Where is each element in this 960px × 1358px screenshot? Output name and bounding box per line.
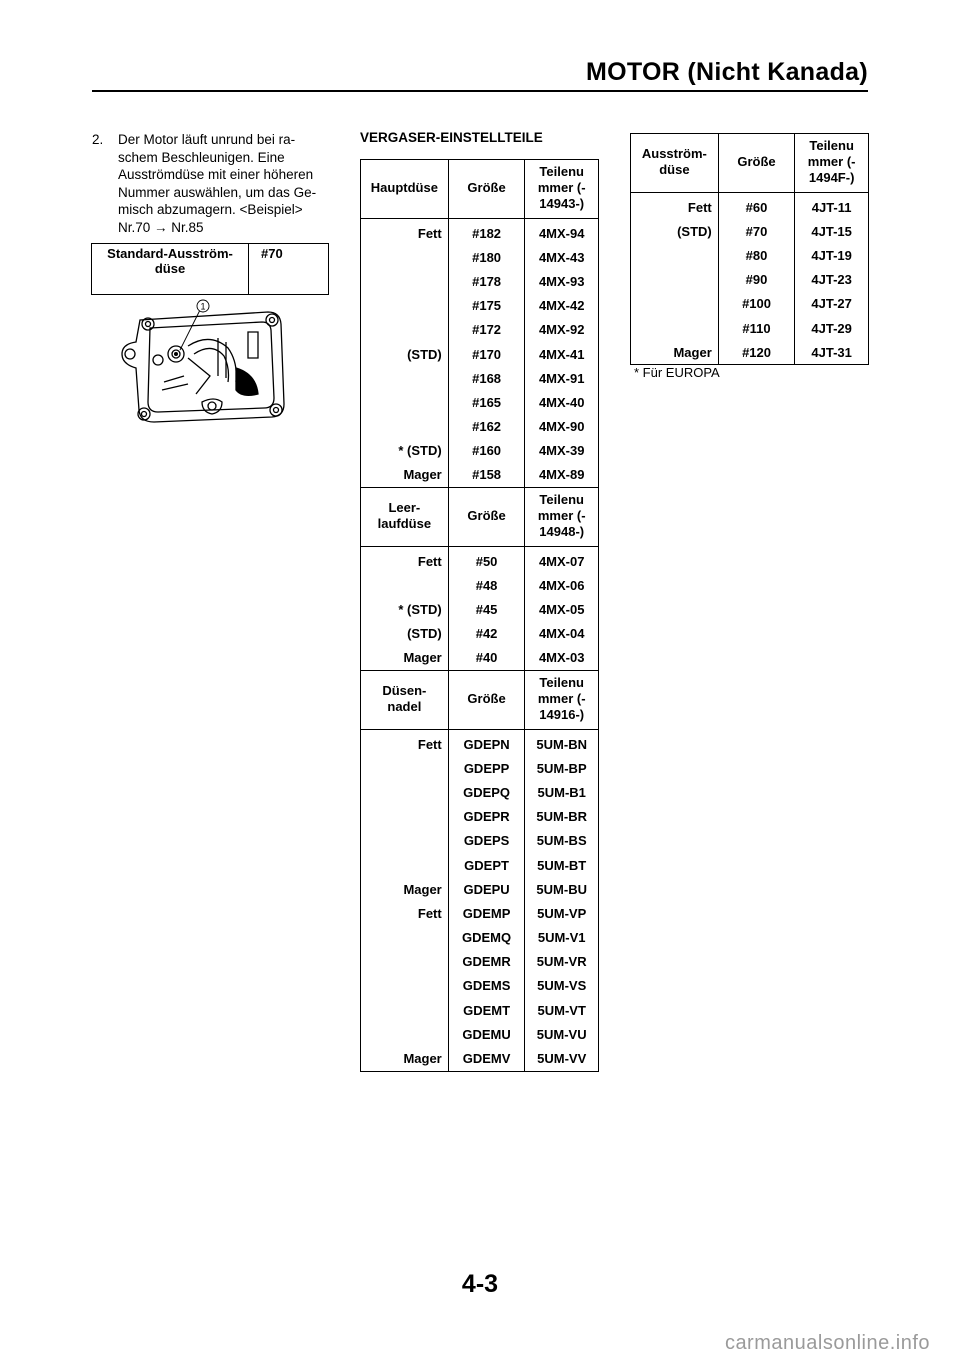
table-row bbox=[361, 622, 599, 646]
size-cell: #80 bbox=[718, 243, 795, 267]
column-header-line: 14943-) bbox=[539, 196, 585, 211]
mixture-cell bbox=[361, 573, 449, 597]
table-row bbox=[361, 439, 599, 463]
table-row bbox=[361, 805, 599, 829]
size-cell: GDEMR bbox=[448, 950, 525, 974]
mixture-cell: (STD) bbox=[631, 219, 719, 243]
part-number-cell: 4MX-43 bbox=[525, 245, 599, 269]
table-header-row bbox=[631, 134, 869, 193]
mixture-cell: Mager bbox=[361, 646, 449, 671]
column-header bbox=[361, 671, 449, 730]
column-header bbox=[361, 160, 449, 219]
standard-leak-jet-table bbox=[91, 243, 329, 295]
size-cell: #42 bbox=[448, 622, 525, 646]
size-cell: #175 bbox=[448, 294, 525, 318]
mixture-cell: (STD) bbox=[361, 342, 449, 366]
part-number-cell: 5UM-VU bbox=[525, 1022, 599, 1046]
column-header bbox=[525, 671, 599, 730]
instruction-step bbox=[92, 131, 342, 236]
mixture-cell bbox=[631, 292, 719, 316]
part-number-cell: 5UM-V1 bbox=[525, 926, 599, 950]
size-cell: GDEPR bbox=[448, 805, 525, 829]
size-cell: GDEMS bbox=[448, 974, 525, 998]
part-number-cell: 5UM-VT bbox=[525, 998, 599, 1022]
column-header bbox=[361, 488, 449, 547]
column-header-line: Größe bbox=[467, 180, 506, 195]
main-jet-group bbox=[361, 160, 599, 488]
page-number: 4-3 bbox=[461, 1270, 499, 1298]
size-cell: #100 bbox=[718, 292, 795, 316]
mixture-cell: Mager bbox=[361, 463, 449, 488]
standard-label-line1: Standard-Ausström- bbox=[107, 246, 233, 261]
part-number-cell: 5UM-BN bbox=[525, 730, 599, 757]
leak-jet-table bbox=[630, 133, 869, 365]
table-row bbox=[631, 219, 869, 243]
standard-label-line2: düse bbox=[154, 261, 186, 276]
part-number-cell: 4JT-27 bbox=[795, 292, 869, 316]
standard-value: #70 bbox=[249, 244, 329, 295]
mixture-cell: Fett bbox=[361, 219, 449, 246]
column-header bbox=[795, 134, 869, 193]
part-number-cell: 5UM-VS bbox=[525, 974, 599, 998]
table-row bbox=[631, 340, 869, 365]
part-number-cell: 4MX-91 bbox=[525, 366, 599, 390]
column-header-line: mmer (- bbox=[807, 154, 856, 169]
size-cell: #48 bbox=[448, 573, 525, 597]
table-row bbox=[361, 547, 599, 574]
column-header-line: Größe bbox=[467, 691, 506, 706]
table-row bbox=[631, 193, 869, 220]
table-row bbox=[361, 390, 599, 414]
mixture-cell bbox=[361, 853, 449, 877]
table-row bbox=[361, 756, 599, 780]
column-header bbox=[448, 488, 525, 547]
column-header-line: 14948-) bbox=[539, 524, 585, 540]
mixture-cell: Mager bbox=[361, 877, 449, 901]
table-row bbox=[361, 294, 599, 318]
mixture-cell bbox=[361, 269, 449, 293]
size-cell: #178 bbox=[448, 269, 525, 293]
column-header bbox=[525, 160, 599, 219]
table-row bbox=[631, 292, 869, 316]
part-number-cell: 4MX-04 bbox=[525, 622, 599, 646]
table-row bbox=[361, 974, 599, 998]
part-number-cell: 4JT-31 bbox=[795, 340, 869, 365]
table-row bbox=[631, 268, 869, 292]
size-cell: GDEMP bbox=[448, 901, 525, 925]
table-row bbox=[361, 853, 599, 877]
jet-needle-group bbox=[361, 671, 599, 1072]
column-header-line: laufdüse bbox=[377, 516, 432, 532]
part-number-cell: 4MX-40 bbox=[525, 390, 599, 414]
size-cell: #45 bbox=[448, 597, 525, 621]
step-text bbox=[118, 131, 342, 236]
column-header bbox=[631, 134, 719, 193]
table-row bbox=[361, 219, 599, 246]
mixture-cell bbox=[631, 243, 719, 267]
part-number-cell: 4MX-90 bbox=[525, 415, 599, 439]
table-row bbox=[631, 316, 869, 340]
mixture-cell bbox=[361, 294, 449, 318]
step-text-line: schem Beschleunigen. Eine bbox=[118, 149, 285, 165]
part-number-cell: 5UM-BU bbox=[525, 877, 599, 901]
table-row bbox=[361, 1022, 599, 1046]
mixture-cell: * (STD) bbox=[361, 597, 449, 621]
size-cell: #182 bbox=[448, 219, 525, 246]
size-cell: #40 bbox=[448, 646, 525, 671]
part-number-cell: 5UM-VR bbox=[525, 950, 599, 974]
column-header-line: Teilenu bbox=[809, 138, 854, 153]
size-cell: #172 bbox=[448, 318, 525, 342]
table-row bbox=[361, 573, 599, 597]
part-number-cell: 4MX-89 bbox=[525, 463, 599, 488]
part-number-cell: 4MX-05 bbox=[525, 597, 599, 621]
table-row bbox=[361, 998, 599, 1022]
mixture-cell bbox=[631, 316, 719, 340]
mixture-cell bbox=[361, 756, 449, 780]
mixture-cell: Mager bbox=[361, 1046, 449, 1071]
size-cell: #162 bbox=[448, 415, 525, 439]
part-number-cell: 5UM-BS bbox=[525, 829, 599, 853]
mixture-cell bbox=[361, 926, 449, 950]
part-number-cell: 4MX-39 bbox=[525, 439, 599, 463]
page-title: MOTOR (Nicht Kanada) bbox=[586, 58, 868, 86]
mixture-cell: Fett bbox=[361, 547, 449, 574]
size-cell: #160 bbox=[448, 439, 525, 463]
size-cell: #50 bbox=[448, 547, 525, 574]
step-text-line: misch abzumagern. <Beispiel> bbox=[118, 202, 303, 217]
leak-jet-group bbox=[631, 134, 869, 365]
table-row bbox=[361, 730, 599, 757]
column-header bbox=[448, 160, 525, 219]
size-cell: GDEMV bbox=[448, 1046, 525, 1071]
table-row bbox=[361, 269, 599, 293]
mixture-cell: Fett bbox=[631, 193, 719, 220]
size-cell: GDEPU bbox=[448, 877, 525, 901]
column-header-line: Hauptdüse bbox=[370, 180, 438, 195]
table-row bbox=[361, 342, 599, 366]
standard-label bbox=[92, 244, 249, 295]
column-header-line: Leer- bbox=[388, 500, 421, 516]
mixture-cell: (STD) bbox=[361, 622, 449, 646]
callout-number: 1 bbox=[200, 301, 206, 312]
part-number-cell: 4MX-94 bbox=[525, 219, 599, 246]
mixture-cell bbox=[631, 268, 719, 292]
table-row bbox=[361, 877, 599, 901]
callout-leader bbox=[180, 310, 200, 350]
part-number-cell: 4MX-07 bbox=[525, 547, 599, 574]
size-cell: #120 bbox=[718, 340, 795, 365]
size-cell: #158 bbox=[448, 463, 525, 488]
step-number: 2. bbox=[92, 132, 104, 147]
column-header-line: Größe bbox=[737, 154, 776, 169]
table-header-row bbox=[361, 160, 599, 219]
table-row bbox=[361, 415, 599, 439]
table-header-row bbox=[361, 488, 599, 547]
mixture-cell bbox=[361, 366, 449, 390]
footnote: * Für EUROPA bbox=[634, 365, 720, 380]
part-number-cell: 4JT-19 bbox=[795, 243, 869, 267]
column-header-line: 1494F-) bbox=[808, 170, 855, 185]
part-number-cell: 5UM-VP bbox=[525, 901, 599, 925]
size-cell: GDEMQ bbox=[448, 926, 525, 950]
column-header-line: mmer (- bbox=[537, 508, 586, 524]
size-cell: GDEPN bbox=[448, 730, 525, 757]
column-header-line: Teilenu bbox=[539, 492, 584, 508]
watermark: carmanualsonline.info bbox=[724, 1332, 930, 1354]
part-number-cell: 4MX-41 bbox=[525, 342, 599, 366]
step-text-line: Nr.70 → Nr.85 bbox=[118, 219, 204, 235]
mixture-cell: * (STD) bbox=[361, 439, 449, 463]
mixture-cell bbox=[361, 950, 449, 974]
column-header-line: mmer (- bbox=[537, 691, 586, 706]
mixture-cell: Fett bbox=[361, 901, 449, 925]
mixture-cell bbox=[361, 780, 449, 804]
part-number-cell: 4MX-42 bbox=[525, 294, 599, 318]
mixture-cell bbox=[361, 318, 449, 342]
table-row bbox=[361, 366, 599, 390]
table-row bbox=[361, 901, 599, 925]
part-number-cell: 5UM-BR bbox=[525, 805, 599, 829]
table-row bbox=[361, 318, 599, 342]
column-header bbox=[448, 671, 525, 730]
carburetor-parts-table bbox=[360, 159, 599, 1072]
size-cell: GDEPP bbox=[448, 756, 525, 780]
part-number-cell: 5UM-BP bbox=[525, 756, 599, 780]
table-header-row bbox=[361, 671, 599, 730]
column-header-line: mmer (- bbox=[537, 180, 586, 195]
table-row bbox=[361, 646, 599, 671]
part-number-cell: 5UM-B1 bbox=[525, 780, 599, 804]
carburetor-float-chamber-illustration bbox=[118, 298, 290, 430]
mixture-cell: Fett bbox=[361, 730, 449, 757]
mixture-cell bbox=[361, 829, 449, 853]
part-number-cell: 4MX-03 bbox=[525, 646, 599, 671]
column-header-line: Teilenu bbox=[539, 675, 584, 690]
part-number-cell: 4MX-93 bbox=[525, 269, 599, 293]
pilot-jet-group bbox=[361, 488, 599, 671]
size-cell: #168 bbox=[448, 366, 525, 390]
column-header-line: Teilenu bbox=[539, 164, 584, 179]
part-number-cell: 4JT-11 bbox=[795, 193, 869, 220]
column-header-line: 14916-) bbox=[539, 707, 585, 722]
size-cell: GDEMT bbox=[448, 998, 525, 1022]
table-row bbox=[361, 245, 599, 269]
part-number-cell: 5UM-BT bbox=[525, 853, 599, 877]
table-row bbox=[361, 597, 599, 621]
mixture-cell bbox=[361, 805, 449, 829]
mixture-cell bbox=[361, 998, 449, 1022]
column-header bbox=[525, 488, 599, 547]
table-row bbox=[361, 1046, 599, 1071]
column-header-line: Düsen- bbox=[382, 683, 427, 698]
part-number-cell: 4JT-29 bbox=[795, 316, 869, 340]
size-cell: #180 bbox=[448, 245, 525, 269]
size-cell: GDEPQ bbox=[448, 780, 525, 804]
column-header-line: nadel bbox=[387, 699, 422, 714]
table-row bbox=[361, 829, 599, 853]
table-row bbox=[631, 243, 869, 267]
part-number-cell: 4JT-15 bbox=[795, 219, 869, 243]
part-number-cell: 5UM-VV bbox=[525, 1046, 599, 1071]
step-text-line: Der Motor läuft unrund bei ra- bbox=[118, 132, 296, 147]
mixture-cell bbox=[361, 1022, 449, 1046]
part-number-cell: 4MX-06 bbox=[525, 573, 599, 597]
header-rule bbox=[92, 90, 868, 92]
part-number-cell: 4JT-23 bbox=[795, 268, 869, 292]
size-cell: GDEMU bbox=[448, 1022, 525, 1046]
column-header bbox=[718, 134, 795, 193]
column-header-line: düse bbox=[659, 162, 690, 177]
table-row bbox=[361, 926, 599, 950]
mixture-cell bbox=[361, 974, 449, 998]
size-cell: GDEPS bbox=[448, 829, 525, 853]
table-row bbox=[361, 463, 599, 488]
size-cell: #70 bbox=[718, 219, 795, 243]
size-cell: #60 bbox=[718, 193, 795, 220]
column-header-line: Ausström- bbox=[641, 146, 707, 161]
section-title: VERGASER-EINSTELLTEILE bbox=[360, 130, 543, 145]
size-cell: #110 bbox=[718, 316, 795, 340]
size-cell: #170 bbox=[448, 342, 525, 366]
part-number-cell: 4MX-92 bbox=[525, 318, 599, 342]
mixture-cell bbox=[361, 390, 449, 414]
step-text-line: Nummer auswählen, um das Ge- bbox=[118, 184, 317, 200]
size-cell: GDEPT bbox=[448, 853, 525, 877]
size-cell: #90 bbox=[718, 268, 795, 292]
mixture-cell bbox=[361, 245, 449, 269]
size-cell: #165 bbox=[448, 390, 525, 414]
column-header-line: Größe bbox=[467, 508, 506, 524]
table-row bbox=[361, 950, 599, 974]
table-row bbox=[361, 780, 599, 804]
mixture-cell bbox=[361, 415, 449, 439]
step-text-line: Ausströmdüse mit einer höheren bbox=[118, 167, 314, 182]
mixture-cell: Mager bbox=[631, 340, 719, 365]
